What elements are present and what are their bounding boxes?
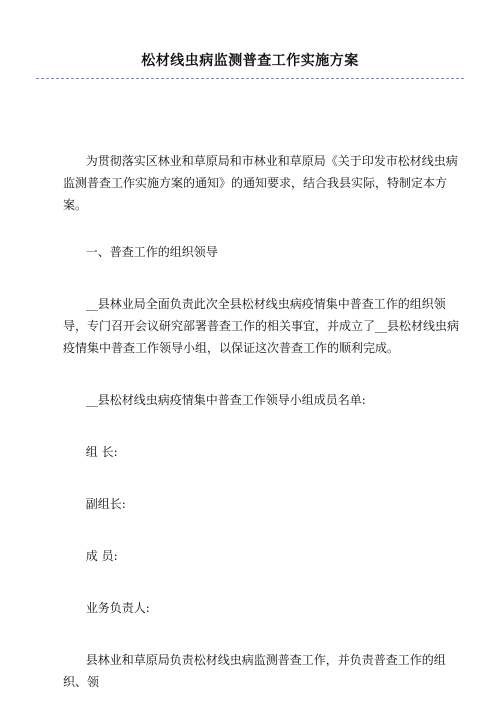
title-divider bbox=[36, 78, 464, 79]
deputy-leader-line: 副组长: bbox=[85, 497, 126, 511]
member-list-heading: __县松材线虫病疫情集中普查工作领导小组成员名单: bbox=[85, 393, 366, 407]
business-lead-line: 业务负责人: bbox=[85, 601, 150, 615]
leadership-paragraph: __县林业局全面负责此次全县松材线虫病疫情集中普查工作的组织领导，专门召开会议研究部署普查工作的相关事宜，并成立了__县松材线虫病疫情集中普查工作领导小组，以保证这次普查工作的顺利完成。 bbox=[63, 297, 460, 355]
intro-paragraph: 为贯彻落实区林业和草原局和市林业和草原局《关于印发市松材线虫病监测普查工作实施方案的通知》的通知要求，结合我县实际，特制定本方案。 bbox=[63, 154, 458, 212]
section-heading-1: 一、普查工作的组织领导 bbox=[85, 245, 218, 259]
responsibility-paragraph: 县林业和草原局负责松材线虫病监测普查工作，并负责普查工作的组织、领 bbox=[63, 653, 446, 689]
leader-line: 组 长: bbox=[85, 445, 118, 459]
members-line: 成 员: bbox=[85, 549, 118, 563]
document-body bbox=[63, 150, 461, 693]
document-title: 松材线虫病监测普查工作实施方案 bbox=[141, 53, 359, 69]
